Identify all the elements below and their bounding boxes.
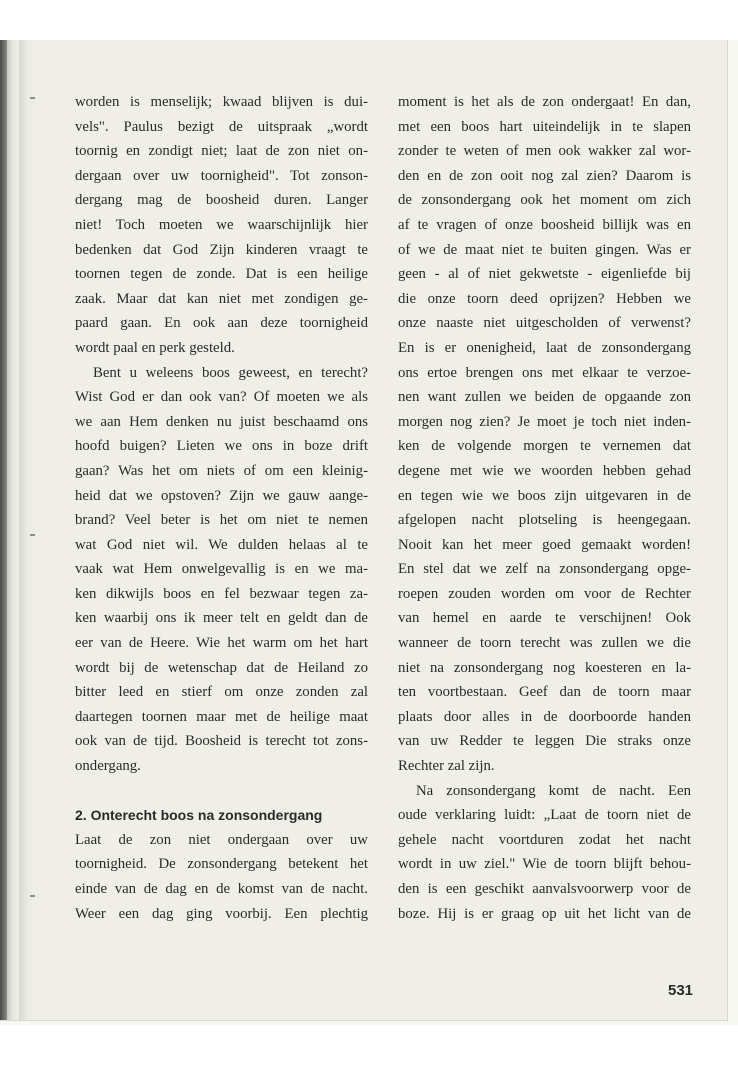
left-text-column bbox=[75, 90, 368, 926]
text-line: moment is het als de zon ondergaat! En dan, bbox=[398, 94, 691, 110]
text-line: zonder te weten of men ook wakker zal wor- bbox=[398, 143, 691, 160]
text-line: Bent u weleens boos geweest, en terecht? bbox=[93, 364, 368, 381]
text-line: oude verklaring luidt: „Laat de toorn niet de bbox=[398, 807, 691, 824]
text-line: dergang mag de boosheid duren. Langer bbox=[75, 192, 368, 209]
text-line: degene met wie we woorden hebben gehad bbox=[398, 462, 691, 479]
text-line: gehele nacht voortduren zodat het nacht bbox=[398, 831, 691, 848]
text-line: den is een geschikt aanvalsvoorwerp voor de bbox=[398, 881, 691, 897]
text-line: toornig en zondigt niet; laat de zon niet on- bbox=[75, 143, 368, 160]
text-line: de zonsondergang ook het moment om zich bbox=[398, 192, 691, 209]
text-line: onze naaste niet uitgescholden of verwenst? bbox=[398, 315, 691, 332]
paragraph-gap bbox=[75, 779, 368, 804]
text-line: ken waarbij ons ik meer telt en geldt dan de bbox=[75, 610, 368, 627]
text-line: roepen zouden worden om voor de Rechter bbox=[398, 585, 691, 602]
text-line: met een boos hart uiteindelijk in te slapen bbox=[398, 118, 691, 135]
text-line: bitter leed en stierf om onze zonden zal bbox=[75, 684, 368, 701]
text-line: daartegen toornen maar met de heilige maat bbox=[75, 708, 368, 725]
margin-mark bbox=[30, 895, 35, 897]
text-line: En is er onenigheid, laat de zonsondergang bbox=[398, 339, 691, 356]
text-line: afgelopen nacht plotseling is heengegaan. bbox=[398, 512, 691, 529]
text-line: ook van de tijd. Boosheid is terecht tot zons- bbox=[75, 733, 368, 750]
text-line: wordt paal en perk gesteld. bbox=[75, 339, 235, 356]
text-line: Laat de zon niet ondergaan over uw bbox=[75, 831, 368, 848]
text-line: brand? Veel beter is het om niet te nemen bbox=[75, 512, 368, 529]
margin-mark bbox=[30, 534, 35, 536]
text-line: wanneer de toorn terecht was zullen we die bbox=[398, 635, 691, 652]
page-number: 531 bbox=[668, 982, 694, 999]
text-line: wordt bij de wetenschap dat de Heiland zo bbox=[75, 659, 368, 676]
section-heading: 2. Onterecht boos na zonsondergang bbox=[75, 807, 323, 824]
binding-shadow bbox=[0, 40, 7, 1020]
text-line: paard gaan. En ook aan deze toornigheid bbox=[75, 315, 368, 332]
text-line: die onze toorn deed oprijzen? Hebben we bbox=[398, 290, 691, 307]
text-line: wordt in uw ziel." Wie de toorn blijft behou- bbox=[398, 856, 691, 873]
text-line: dergaan over uw toornigheid". Tot zonson- bbox=[75, 167, 368, 184]
text-line: we aan Hem denken nu juist beschaamd ons bbox=[75, 413, 368, 430]
text-line: gaan? Was het om niets of om een kleinig- bbox=[75, 462, 368, 479]
text-line: Na zonsondergang komt de nacht. Een bbox=[416, 782, 691, 799]
text-line: van uw Redder te leggen Die straks onze bbox=[398, 733, 691, 750]
text-line: worden is menselijk; kwaad blijven is dui- bbox=[75, 94, 368, 110]
text-line: en tegen wie we boos zijn uitgevaren in de bbox=[398, 487, 691, 504]
text-line: ondergang. bbox=[75, 758, 141, 775]
text-line: eer van de Heere. Wie het warm om het hart bbox=[75, 635, 368, 652]
text-line: geen - al of niet gekwetste - eigenliefde bij bbox=[398, 266, 691, 283]
text-line: ken de volgende morgen te vernemen dat bbox=[398, 438, 691, 455]
text-line: nen want zullen we beiden de opgaande zon bbox=[398, 389, 691, 406]
margin-mark bbox=[30, 97, 35, 99]
text-line: wat God niet wil. We dulden helaas al te bbox=[75, 536, 368, 553]
text-line: morgen nog zien? Je moet je toch niet inden- bbox=[398, 413, 691, 430]
text-line: niet! Toch moeten we waarschijnlijk hier bbox=[75, 216, 368, 233]
right-text-column bbox=[398, 90, 691, 926]
text-line: Wist God er dan ook van? Of moeten we als bbox=[75, 389, 368, 406]
text-line: bedenken dat God Zijn kinderen vraagt te bbox=[75, 241, 368, 258]
page-fold bbox=[19, 40, 37, 1020]
text-line: heid dat we opstoven? Zijn we gauw aange- bbox=[75, 487, 368, 504]
text-line: plaats door alles in de doorboorde handen bbox=[398, 708, 691, 725]
text-line: toornigheid. De zonsondergang betekent het bbox=[75, 856, 368, 873]
text-line: toornen tegen de zonde. Dat is een heilige bbox=[75, 266, 368, 283]
text-line: En stel dat we zelf na zonsondergang opge- bbox=[398, 561, 691, 578]
binding-edge bbox=[7, 40, 19, 1020]
text-line: of we de maat niet te buiten gingen. Was er bbox=[398, 241, 691, 258]
text-line: ten voortbestaan. Geef dan de toorn maar bbox=[398, 684, 691, 701]
text-line: einde van de dag en de komst van de nacht. bbox=[75, 881, 368, 897]
text-line: Weer een dag ging voorbij. Een plechtig bbox=[75, 905, 368, 922]
text-line: vaak wat Hem onwelgevallig is en we ma- bbox=[75, 561, 368, 578]
text-line: boze. Hij is er graag op uit het licht van de bbox=[398, 905, 691, 922]
text-line: af te vragen of onze boosheid billijk was en bbox=[398, 216, 691, 233]
text-line: vels". Paulus bezigt de uitspraak „wordt bbox=[75, 118, 368, 135]
text-line: Rechter zal zijn. bbox=[398, 758, 495, 775]
text-line: van hemel en aarde te verschijnen! Ook bbox=[398, 610, 691, 627]
text-line: ken dikwijls boos en fel bezwaar tegen za- bbox=[75, 585, 368, 602]
text-line: ons ertoe brengen ons met elkaar te verzoe- bbox=[398, 364, 691, 381]
text-line: hoofd buigen? Lieten we ons in boze drift bbox=[75, 438, 368, 455]
text-line: den en de zon ooit nog zal zien? Daarom is bbox=[398, 167, 691, 184]
text-line: Nooit kan het meer goed gemaakt worden! bbox=[398, 536, 691, 553]
text-line: niet na zonsondergang nog koesteren en la- bbox=[398, 659, 691, 676]
text-line: zaak. Maar dat kan niet met zondigen ge- bbox=[75, 290, 368, 307]
